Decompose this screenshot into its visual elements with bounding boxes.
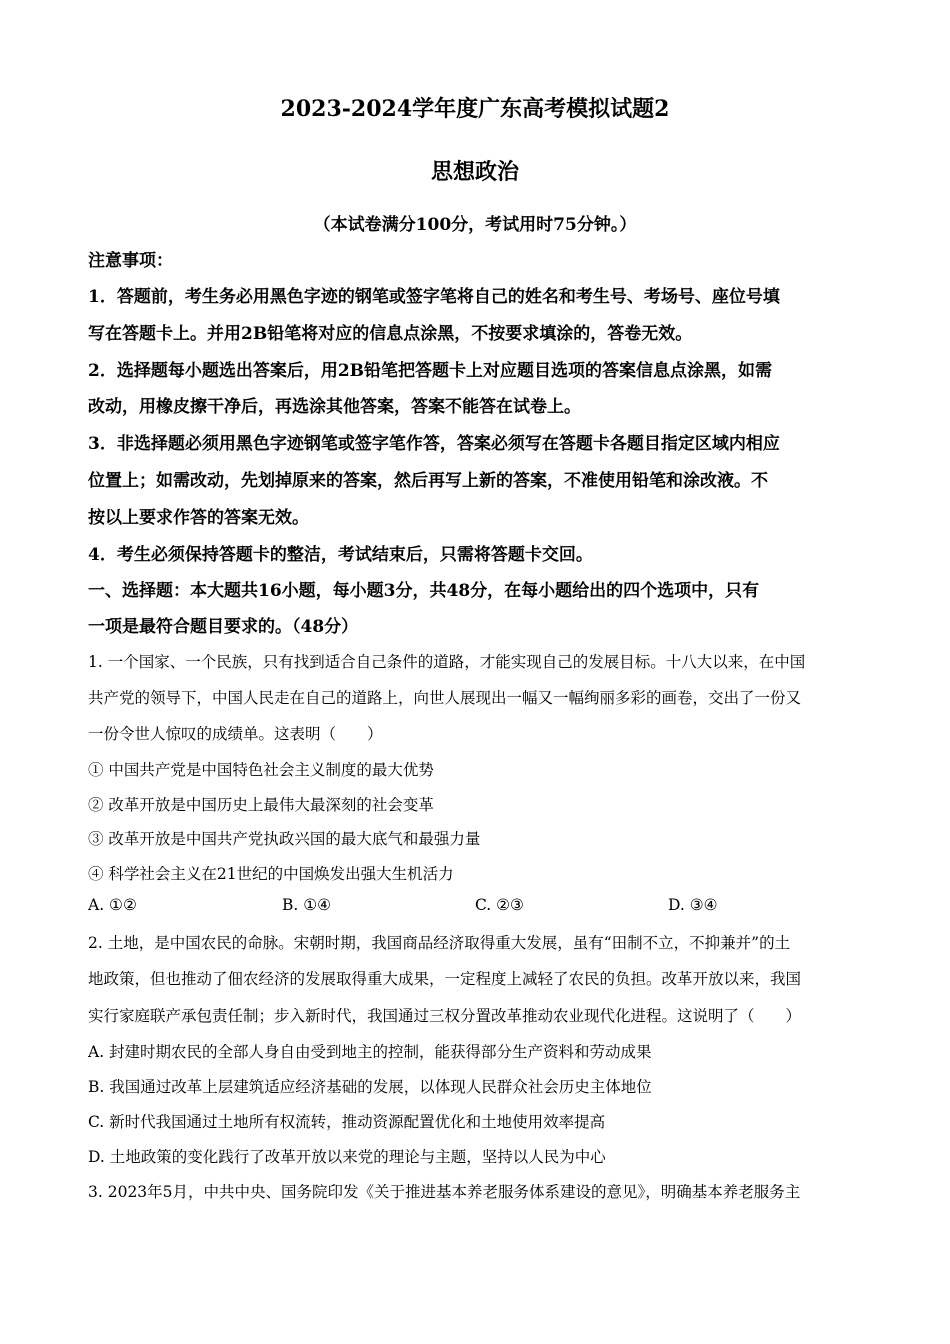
notice-line: 按以上要求作答的答案无效。 xyxy=(88,508,309,528)
notice-line: 1．答题前，考生务必用黑色字迹的钢笔或签字笔将自己的姓名和考生号、考场号、座位号填 xyxy=(88,287,780,307)
question-2-stem: 实行家庭联产承包责任制；步入新时代，我国通过三权分置改革推动农业现代化进程。这说明了（ ） xyxy=(88,1007,802,1025)
question-1-option-d: D. ③④ xyxy=(668,896,718,914)
question-1-option-b: B. ①④ xyxy=(282,896,332,914)
question-1-statement: ③ 改革开放是中国共产党执政兴国的最大底气和最强力量 xyxy=(88,830,481,848)
question-2-stem: 地政策，但也推动了佃农经济的发展取得重大成果，一定程度上减轻了农民的负担。改革开放以来，我国 xyxy=(88,970,802,988)
question-1-statement: ④ 科学社会主义在21世纪的中国焕发出强大生机活力 xyxy=(88,865,454,883)
section-heading: 一项是最符合题目要求的。（48分） xyxy=(88,617,359,637)
exam-title: 2023-2024学年度广东高考模拟试题2 xyxy=(280,96,670,122)
question-2-option-c: C. 新时代我国通过土地所有权流转，推动资源配置优化和土地使用效率提高 xyxy=(88,1113,606,1131)
notice-line: 4．考生必须保持答题卡的整洁，考试结束后，只需将答题卡交回。 xyxy=(88,545,593,565)
question-2-option-b: B. 我国通过改革上层建筑适应经济基础的发展，以体现人民群众社会历史主体地位 xyxy=(88,1078,652,1096)
question-1-stem: 一份令世人惊叹的成绩单。这表明（ ） xyxy=(88,725,383,743)
question-1-statement: ① 中国共产党是中国特色社会主义制度的最大优势 xyxy=(88,761,434,779)
question-2-stem: 2. 土地，是中国农民的命脉。宋朝时期，我国商品经济取得重大发展，虽有“田制不立，不抑兼并”的土 xyxy=(88,934,791,952)
question-3-stem: 3. 2023年5月，中共中央、国务院印发《关于推进基本养老服务体系建设的意见》，明确基本养老服务主 xyxy=(88,1183,801,1201)
notice-heading: 注意事项： xyxy=(88,251,173,271)
subject-title: 思想政治 xyxy=(430,159,519,185)
question-1-option-c: C. ②③ xyxy=(475,896,524,914)
question-1-option-a: A. ①② xyxy=(88,896,137,914)
question-1-stem: 1. 一个国家、一个民族，只有找到适合自己条件的道路，才能实现自己的发展目标。十八大以来，在中国 xyxy=(88,653,806,671)
notice-line: 3．非选择题必须用黑色字迹钢笔或签字笔作答，答案必须写在答题卡各题目指定区域内相应 xyxy=(88,434,780,454)
section-heading: 一、选择题：本大题共16小题，每小题3分，共48分，在每小题给出的四个选项中，只有 xyxy=(88,581,760,601)
question-1-stem: 共产党的领导下，中国人民走在自己的道路上，向世人展现出一幅又一幅绚丽多彩的画卷，交出了一份又 xyxy=(88,689,802,707)
question-1-statement: ② 改革开放是中国历史上最伟大最深刻的社会变革 xyxy=(88,796,434,814)
notice-line: 改动，用橡皮擦干净后，再选涂其他答案，答案不能答在试卷上。 xyxy=(88,397,581,417)
notice-line: 写在答题卡上。并用2B铅笔将对应的信息点涂黑，不按要求填涂的，答卷无效。 xyxy=(88,324,693,344)
question-2-option-a: A. 封建时期农民的全部人身自由受到地主的控制，能获得部分生产资料和劳动成果 xyxy=(88,1043,652,1061)
notice-line: 位置上；如需改动，先划掉原来的答案，然后再写上新的答案，不准使用铅笔和涂改液。不 xyxy=(88,471,768,491)
notice-line: 2．选择题每小题选出答案后，用2B铅笔把答题卡上对应题目选项的答案信息点涂黑，如需 xyxy=(88,361,773,381)
question-2-option-d: D. 土地政策的变化践行了改革开放以来党的理论与主题，坚持以人民为中心 xyxy=(88,1148,606,1166)
exam-info: （本试卷满分100分，考试用时75分钟。） xyxy=(313,215,637,235)
